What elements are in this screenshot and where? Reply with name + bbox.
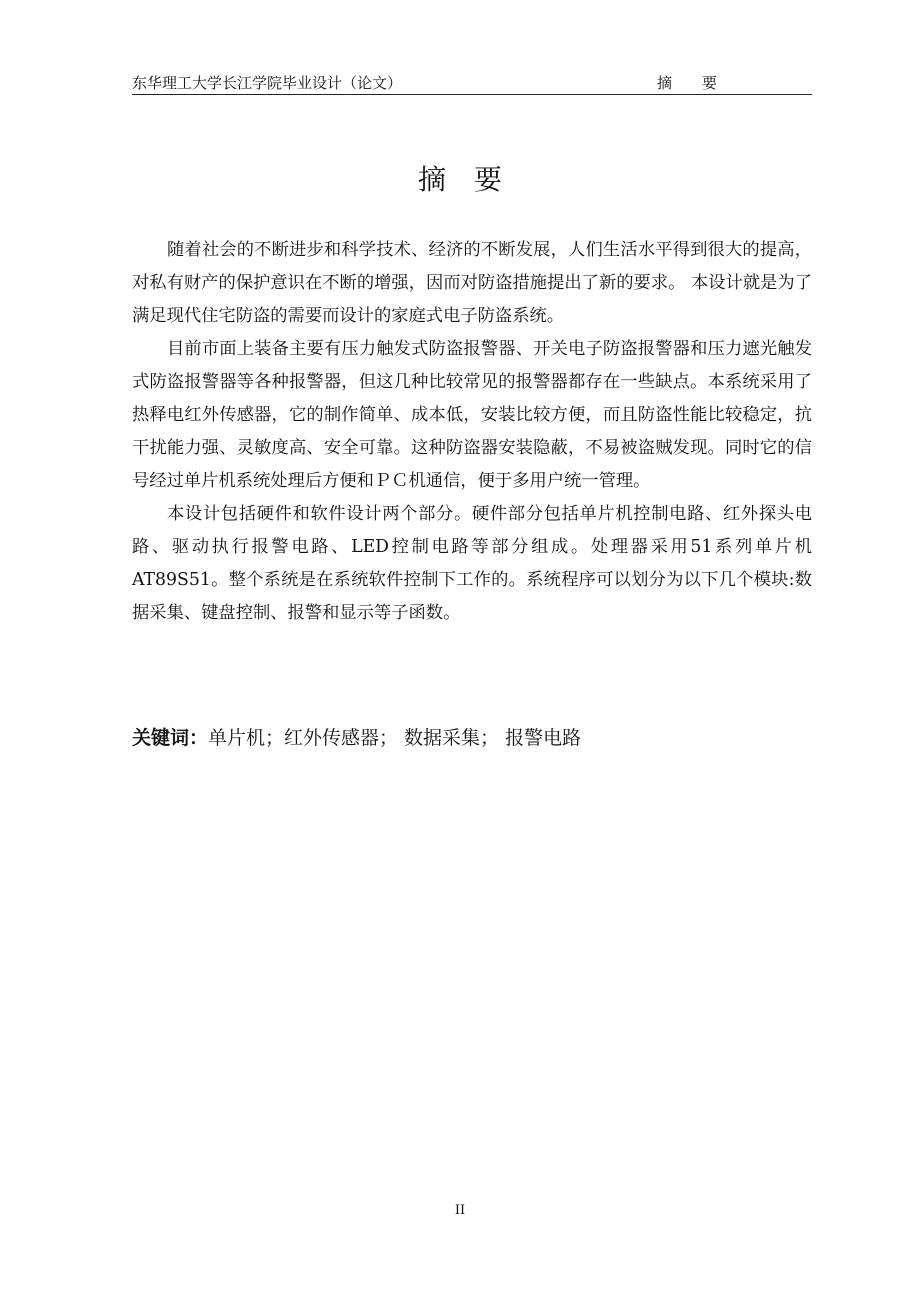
page-title: 摘要 <box>417 163 530 196</box>
page-header <box>132 70 812 95</box>
keywords-value: 单片机；红外传感器； 数据采集； 报警电路 <box>208 727 582 749</box>
abstract-paragraph-2: 目前市面上装备主要有压力触发式防盗报警器、开关电子防盗报警器和压力遮光触发式防盗报警器等各种报警器，但这几种比较常见的报警器都存在一些缺点。本系统采用了热释电红外传感器，它的制作简单、成本低，安装比较方便，而且防盗性能比较稳定，抗干扰能力强、灵敏度高、安全可靠。这种防盗器安装隐蔽，不易被盗贼发现。同时它的信号经过单片机系统处理后方便和ＰＣ机通信，便于多用户统一管理。 <box>132 339 812 491</box>
header-school-title: 东华理工大学长江学院毕业设计（论文） <box>132 74 403 92</box>
keywords-label: 关键词： <box>132 727 209 749</box>
keywords-line <box>132 722 812 754</box>
abstract-paragraph-3: 本设计包括硬件和软件设计两个部分。硬件部分包括单片机控制电路、红外探头电路、驱动执行报警电路、LED控制电路等部分组成。处理器采用51系列单片机AT89S51。整个系统是在系统软件控制下工作的。系统程序可以划分为以下几个模块:数据采集、键盘控制、报警和显示等子函数。 <box>132 504 812 623</box>
abstract-body <box>132 234 812 630</box>
abstract-paragraph-1: 随着社会的不断进步和科学技术、经济的不断发展，人们生活水平得到很大的提高，对私有财产的保护意识在不断的增强，因而对防盗措施提出了新的要求。 本设计就是为了满足现代住宅防盗的需要而设计的家庭式电子防盗系统。 <box>132 240 812 326</box>
page-number: II <box>454 1203 466 1218</box>
header-section-title: 摘要 <box>657 74 748 92</box>
